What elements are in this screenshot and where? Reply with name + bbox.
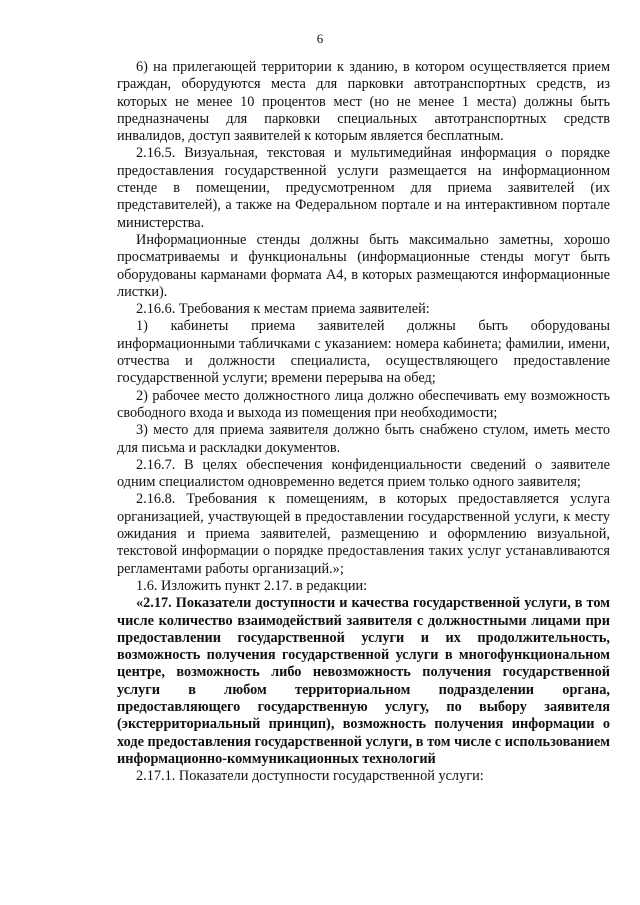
paragraph-2-16-7: 2.16.7. В целях обеспечения конфиденциальности сведений о заявителе одним специалистом одновременно ведется прием только одного заявителя; xyxy=(117,456,610,491)
paragraph-1-6: 1.6. Изложить пункт 2.17. в редакции: xyxy=(136,577,368,594)
paragraph-info-stands: Информационные стенды должны быть максимально заметны, хорошо просматриваемы и функциональны (информационные стенды могут быть оборудованы карманами формата А4, в которых размещаются информационные листки). xyxy=(117,231,610,300)
paragraph-2-17-1: 2.17.1. Показатели доступности государственной услуги: xyxy=(136,768,484,785)
paragraph-item-1-cabinets: 1) кабинеты приема заявителей должны быть оборудованы информационными табличками с указанием: номера кабинета; фамилии, имени, отчества и должности специалиста, осуществляющего предоставление государственной услуги; времени перерыва на обед; xyxy=(117,318,610,387)
document-body xyxy=(117,59,610,785)
paragraph-2-16-5: 2.16.5. Визуальная, текстовая и мультимедийная информация о порядке предоставления государственной услуги размещается на информационном стенде в помещении, предусмотренном для приема заявителей (их представителей), а также на Федеральном портале и на интерактивном портале министерства. xyxy=(117,145,610,231)
paragraph-6-parking: 6) на прилегающей территории к зданию, в котором осуществляется прием граждан, оборудуются места для парковки автотранспортных средств, из которых не менее 10 процентов мест (но не менее 1 места) должны быть предназначены для парковки специальных автотранспортных средств инвалидов, доступ заявителей к которым является бесплатным. xyxy=(117,59,610,145)
paragraph-item-2-workplace: 2) рабочее место должностного лица должно обеспечивать ему возможность свободного входа и выхода из помещения при необходимости; xyxy=(117,387,610,421)
paragraph-2-16-6: 2.16.6. Требования к местам приема заявителей: xyxy=(136,301,430,318)
section-heading-2-17: «2.17. Показатели доступности и качества государственной услуги, в том числе количество взаимодействий заявителя с должностными лицами при предоставлении государственной услуги и их продолжительность, возможность получения государственной услуги в многофункциональном центре, возможность либо невозможность получения государственной услуги в любом территориальном подразделении органа, предоставляющего государственную услугу, по выбору заявителя (экстерриториальный принцип), возможность получения информации о ходе предоставления государственной услуги, в том числе с использованием информационно-коммуникационных технологий xyxy=(117,595,610,767)
paragraph-2-16-8: 2.16.8. Требования к помещениям, в которых предоставляется услуга организацией, участвующей в предоставлении государственной услуги, к месту ожидания и приема заявителей, размещению и оформлению визуальной, текстовой информации о порядке предоставления таких услуг устанавливаются регламентами работы организаций.»; xyxy=(117,491,610,577)
page-number: 6 xyxy=(316,31,324,46)
paragraph-item-3-reception: 3) место для приема заявителя должно быть снабжено стулом, иметь место для письма и раскладки документов. xyxy=(117,422,610,456)
